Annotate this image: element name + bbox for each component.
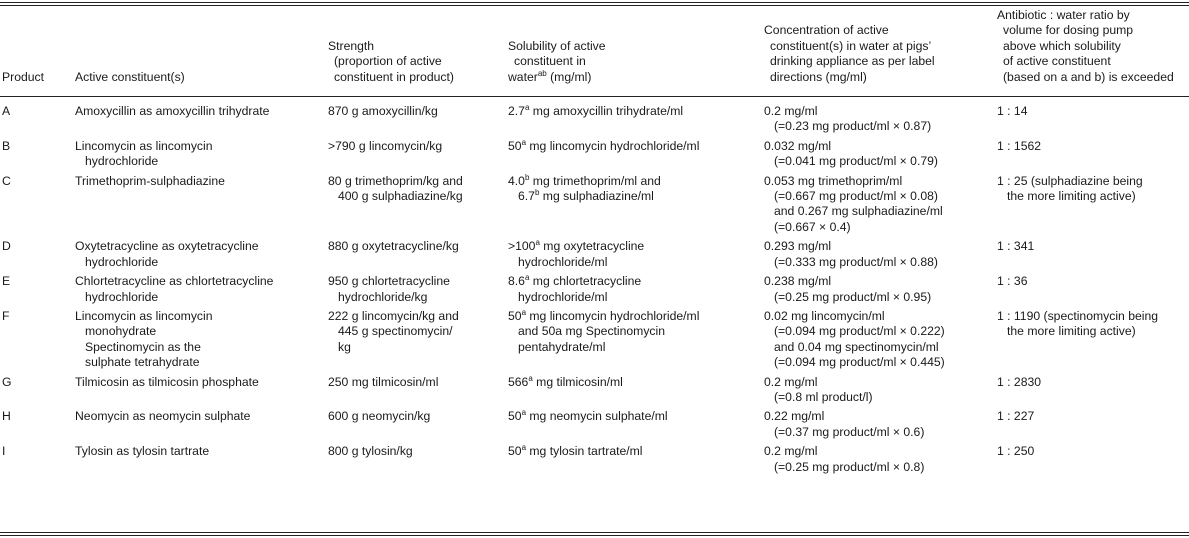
cell-active-constituent-line: sulphate tetrahydrate xyxy=(85,355,200,370)
cell-ratio-line: 1 : 227 xyxy=(997,409,1035,424)
cell-solubility xyxy=(508,305,764,371)
cell-concentration-line: (=0.25 mg product/ml × 0.8) xyxy=(774,459,925,474)
header-strength-line: (proportion of active xyxy=(334,54,442,69)
cell-concentration-line: 0.2 mg/ml xyxy=(764,104,818,119)
cell-concentration xyxy=(764,135,997,170)
cell-active-constituent-line: hydrochloride xyxy=(85,154,159,169)
cell-ratio xyxy=(997,440,1189,475)
cell-strength-line: 222 g lincomycin/kg and xyxy=(328,308,459,323)
cell-ratio-line: 1 : 14 xyxy=(997,104,1028,119)
header-solubility-line: Solubility of active xyxy=(508,38,606,53)
cell-strength-line: >790 g lincomycin/kg xyxy=(328,138,443,153)
header-ratio-line: above which solubility xyxy=(1003,38,1121,53)
cell-ratio xyxy=(997,371,1189,406)
cell-active-constituent xyxy=(75,88,328,135)
cell-ratio-line: the more limiting active) xyxy=(1007,189,1136,204)
cell-active-constituent-line: hydrochloride xyxy=(85,254,159,269)
cell-solubility-line: 8.6$^a$ mg chlortetracycline xyxy=(508,273,642,289)
header-concentration-line: Concentration of active xyxy=(764,23,889,38)
cell-strength-line: 870 g amoxycillin/kg xyxy=(328,104,438,119)
cell-solubility xyxy=(508,135,764,170)
cell-ratio xyxy=(997,405,1189,440)
cell-ratio-line: 1 : 25 (sulphadiazine being xyxy=(997,173,1143,188)
table-row xyxy=(0,235,1189,270)
cell-concentration xyxy=(764,371,997,406)
cell-solubility-line: 2.7$^a$ mg amoxycillin trihydrate/ml xyxy=(508,103,684,119)
cell-strength-line: 250 mg tilmicosin/ml xyxy=(328,374,439,389)
cell-active-constituent-line: Lincomycin as lincomycin xyxy=(75,308,213,323)
cell-concentration-line: (=0.094 mg product/ml × 0.222) xyxy=(774,324,945,339)
cell-ratio-line: 1 : 36 xyxy=(997,274,1028,289)
cell-active-constituent-line: Trimethoprim-sulphadiazine xyxy=(75,173,225,188)
cell-solubility-line: and 50a mg Spectinomycin xyxy=(518,324,666,339)
table-row xyxy=(0,88,1189,135)
cell-concentration-line: 0.293 mg/ml xyxy=(764,239,832,254)
header-product: Product xyxy=(2,69,45,84)
cell-product: F xyxy=(2,308,10,323)
cell-product: I xyxy=(2,444,6,459)
footnote-marker: a xyxy=(521,443,527,453)
header-solubility-line: constituent in xyxy=(514,54,586,69)
cell-active-constituent xyxy=(75,135,328,170)
header-ratio-line: (based on a and b) is exceeded xyxy=(1003,69,1174,84)
cell-strength xyxy=(328,305,508,371)
cell-solubility xyxy=(508,170,764,236)
header-strength xyxy=(328,8,508,88)
cell-active-constituent xyxy=(75,270,328,305)
cell-concentration-line: (=0.37 mg product/ml × 0.6) xyxy=(774,424,925,439)
cell-concentration-line: (=0.667 × 0.4) xyxy=(774,219,851,234)
header-ratio xyxy=(997,8,1189,88)
header-active-constituents: Active constituent(s) xyxy=(75,69,185,84)
cell-active-constituent-line: Tylosin as tylosin tartrate xyxy=(75,444,210,459)
cell-concentration-line: and 0.04 mg spectinomycin/ml xyxy=(774,339,939,354)
cell-solubility-line: hydrochloride/ml xyxy=(518,254,608,269)
cell-strength xyxy=(328,440,508,475)
cell-solubility xyxy=(508,440,764,475)
cell-product: H xyxy=(2,409,11,424)
cell-product: A xyxy=(2,104,11,119)
cell-ratio-line: 1 : 1562 xyxy=(997,138,1042,153)
cell-active-constituent xyxy=(75,170,328,236)
cell-strength xyxy=(328,371,508,406)
cell-concentration-line: 0.032 mg/ml xyxy=(764,138,832,153)
cell-ratio xyxy=(997,135,1189,170)
cell-active-constituent-line: Lincomycin as lincomycin xyxy=(75,138,213,153)
table-row xyxy=(0,405,1189,440)
header-solubility-unit: (mg/ml) xyxy=(550,69,592,84)
header-ratio-line: Antibiotic : water ratio by xyxy=(997,8,1130,22)
cell-ratio-line: 1 : 2830 xyxy=(997,374,1042,389)
header-strength-line: constituent in product) xyxy=(334,69,454,84)
cell-active-constituent-line: monohydrate xyxy=(85,324,157,339)
cell-strength-line: 445 g spectinomycin/ xyxy=(338,324,453,339)
cell-strength-line: hydrochloride/kg xyxy=(338,289,428,304)
footnote-marker: a xyxy=(535,238,540,248)
cell-concentration-line: (=0.667 mg product/ml × 0.08) xyxy=(774,189,938,204)
cell-active-constituent-line: hydrochloride xyxy=(85,289,159,304)
cell-ratio-line: the more limiting active) xyxy=(1007,324,1136,339)
footnote-marker: ab xyxy=(537,68,547,78)
cell-strength-line: 80 g trimethoprim/kg and xyxy=(328,173,463,188)
cell-ratio xyxy=(997,270,1189,305)
footnote-marker: a xyxy=(528,373,533,383)
cell-concentration xyxy=(764,440,997,475)
cell-active-constituent-line: Spectinomycin as the xyxy=(85,339,201,354)
cell-concentration xyxy=(764,305,997,371)
cell-concentration-line: (=0.8 ml product/l) xyxy=(774,389,873,404)
cell-solubility xyxy=(508,88,764,135)
cell-strength-line: 800 g tylosin/kg xyxy=(328,444,413,459)
cell-solubility-line: $>100^a$ mg oxytetracycline xyxy=(508,238,645,254)
top-rule-1 xyxy=(0,2,1189,3)
cell-concentration xyxy=(764,235,997,270)
cell-active-constituent xyxy=(75,440,328,475)
cell-product: E xyxy=(2,274,11,289)
cell-solubility-line: 566$^a$ mg tilmicosin/ml xyxy=(508,373,623,389)
header-concentration xyxy=(764,8,997,88)
table-row xyxy=(0,270,1189,305)
cell-strength-line: kg xyxy=(338,339,351,354)
header-concentration-line: directions (mg/ml) xyxy=(770,69,867,84)
cell-ratio-line: 1 : 250 xyxy=(997,444,1035,459)
cell-concentration-line: 0.22 mg/ml xyxy=(764,409,825,424)
cell-concentration-line: 0.2 mg/ml xyxy=(764,374,818,389)
footnote-marker: b xyxy=(534,188,540,198)
bottom-rule-2 xyxy=(0,535,1189,536)
cell-solubility-line: 50$^a$ mg lincomycin hydrochloride/ml xyxy=(508,307,700,323)
header-solubility xyxy=(508,8,764,88)
cell-concentration-line: 0.238 mg/ml xyxy=(764,274,832,289)
cell-product: G xyxy=(2,374,12,389)
cell-concentration-line: 0.053 mg trimethoprim/ml xyxy=(764,173,903,188)
cell-strength-line: 600 g neomycin/kg xyxy=(328,409,431,424)
cell-solubility-line: hydrochloride/ml xyxy=(518,289,608,304)
cell-concentration-line: (=0.094 mg product/ml × 0.445) xyxy=(774,355,945,370)
bottom-rule-1 xyxy=(0,532,1189,533)
cell-strength xyxy=(328,135,508,170)
cell-product: C xyxy=(2,173,11,188)
cell-strength-line: 400 g sulphadiazine/kg xyxy=(338,189,463,204)
cell-strength-line: 880 g oxytetracycline/kg xyxy=(328,239,459,254)
cell-ratio xyxy=(997,170,1189,236)
cell-ratio xyxy=(997,305,1189,371)
cell-concentration-line: (=0.041 mg product/ml × 0.79) xyxy=(774,154,938,169)
cell-concentration-line: (=0.23 mg product/ml × 0.87) xyxy=(774,119,932,134)
header-strength-line: Strength xyxy=(328,38,375,53)
header-row xyxy=(0,8,1189,88)
cell-strength xyxy=(328,405,508,440)
header-solubility-water: water xyxy=(508,69,538,84)
cell-solubility xyxy=(508,371,764,406)
cell-strength xyxy=(328,270,508,305)
cell-solubility-line: 50$^a$ mg lincomycin hydrochloride/ml xyxy=(508,137,700,153)
cell-concentration xyxy=(764,405,997,440)
header-concentration-line: drinking appliance as per label xyxy=(770,54,935,69)
cell-concentration-line: and 0.267 mg sulphadiazine/ml xyxy=(774,204,943,219)
data-table xyxy=(0,8,1189,475)
cell-solubility xyxy=(508,405,764,440)
cell-active-constituent xyxy=(75,371,328,406)
cell-active-constituent-line: Oxytetracycline as oxytetracycline xyxy=(75,239,259,254)
cell-ratio xyxy=(997,88,1189,135)
cell-active-constituent xyxy=(75,305,328,371)
cell-product: D xyxy=(2,239,11,254)
cell-active-constituent xyxy=(75,405,328,440)
footnote-marker: a xyxy=(521,307,527,317)
cell-active-constituent xyxy=(75,235,328,270)
cell-concentration-line: (=0.333 mg product/ml × 0.88) xyxy=(774,254,938,269)
cell-concentration-line: (=0.25 mg product/ml × 0.95) xyxy=(774,289,932,304)
footnote-marker: a xyxy=(524,103,530,113)
cell-solubility-line: 4.0$^b$ mg trimethoprim/ml and xyxy=(508,172,661,188)
cell-solubility-line: pentahydrate/ml xyxy=(518,339,606,354)
cell-active-constituent-line: Neomycin as neomycin sulphate xyxy=(75,409,251,424)
cell-concentration xyxy=(764,270,997,305)
table-row xyxy=(0,440,1189,475)
header-concentration-line: constituent(s) in water at pigs’ xyxy=(770,38,932,53)
header-ratio-line: of active constituent xyxy=(1003,54,1111,69)
table-row xyxy=(0,135,1189,170)
cell-strength xyxy=(328,88,508,135)
cell-concentration xyxy=(764,88,997,135)
cell-solubility-line: 6.7$^b$ mg sulphadiazine/ml xyxy=(518,188,654,204)
cell-concentration-line: 0.02 mg lincomycin/ml xyxy=(764,308,885,323)
cell-product: B xyxy=(2,138,11,153)
cell-ratio-line: 1 : 1190 (spectinomycin being xyxy=(997,308,1159,323)
footnote-marker: b xyxy=(524,172,530,182)
cell-strength-line: 950 g chlortetracycline xyxy=(328,274,450,289)
cell-ratio xyxy=(997,235,1189,270)
cell-ratio-line: 1 : 341 xyxy=(997,239,1035,254)
cell-active-constituent-line: Tilmicosin as tilmicosin phosphate xyxy=(75,374,259,389)
cell-strength xyxy=(328,170,508,236)
table-body xyxy=(0,88,1189,475)
cell-concentration xyxy=(764,170,997,236)
table-row xyxy=(0,170,1189,236)
cell-solubility xyxy=(508,235,764,270)
footnote-marker: a xyxy=(524,273,530,283)
cell-active-constituent-line: Chlortetracycline as chlortetracycline xyxy=(75,274,274,289)
cell-solubility-line: 50$^a$ mg neomycin sulphate/ml xyxy=(508,408,668,424)
cell-strength xyxy=(328,235,508,270)
footnote-marker: a xyxy=(521,408,527,418)
header-ratio-line: volume for dosing pump xyxy=(1003,23,1134,38)
footnote-marker: a xyxy=(521,137,527,147)
table-row xyxy=(0,305,1189,371)
top-rule-2 xyxy=(0,5,1189,6)
table-row xyxy=(0,371,1189,406)
cell-active-constituent-line: Amoxycillin as amoxycillin trihydrate xyxy=(75,104,270,119)
cell-solubility-line: 50$^a$ mg tylosin tartrate/ml xyxy=(508,443,643,459)
cell-concentration-line: 0.2 mg/ml xyxy=(764,444,818,459)
cell-solubility xyxy=(508,270,764,305)
